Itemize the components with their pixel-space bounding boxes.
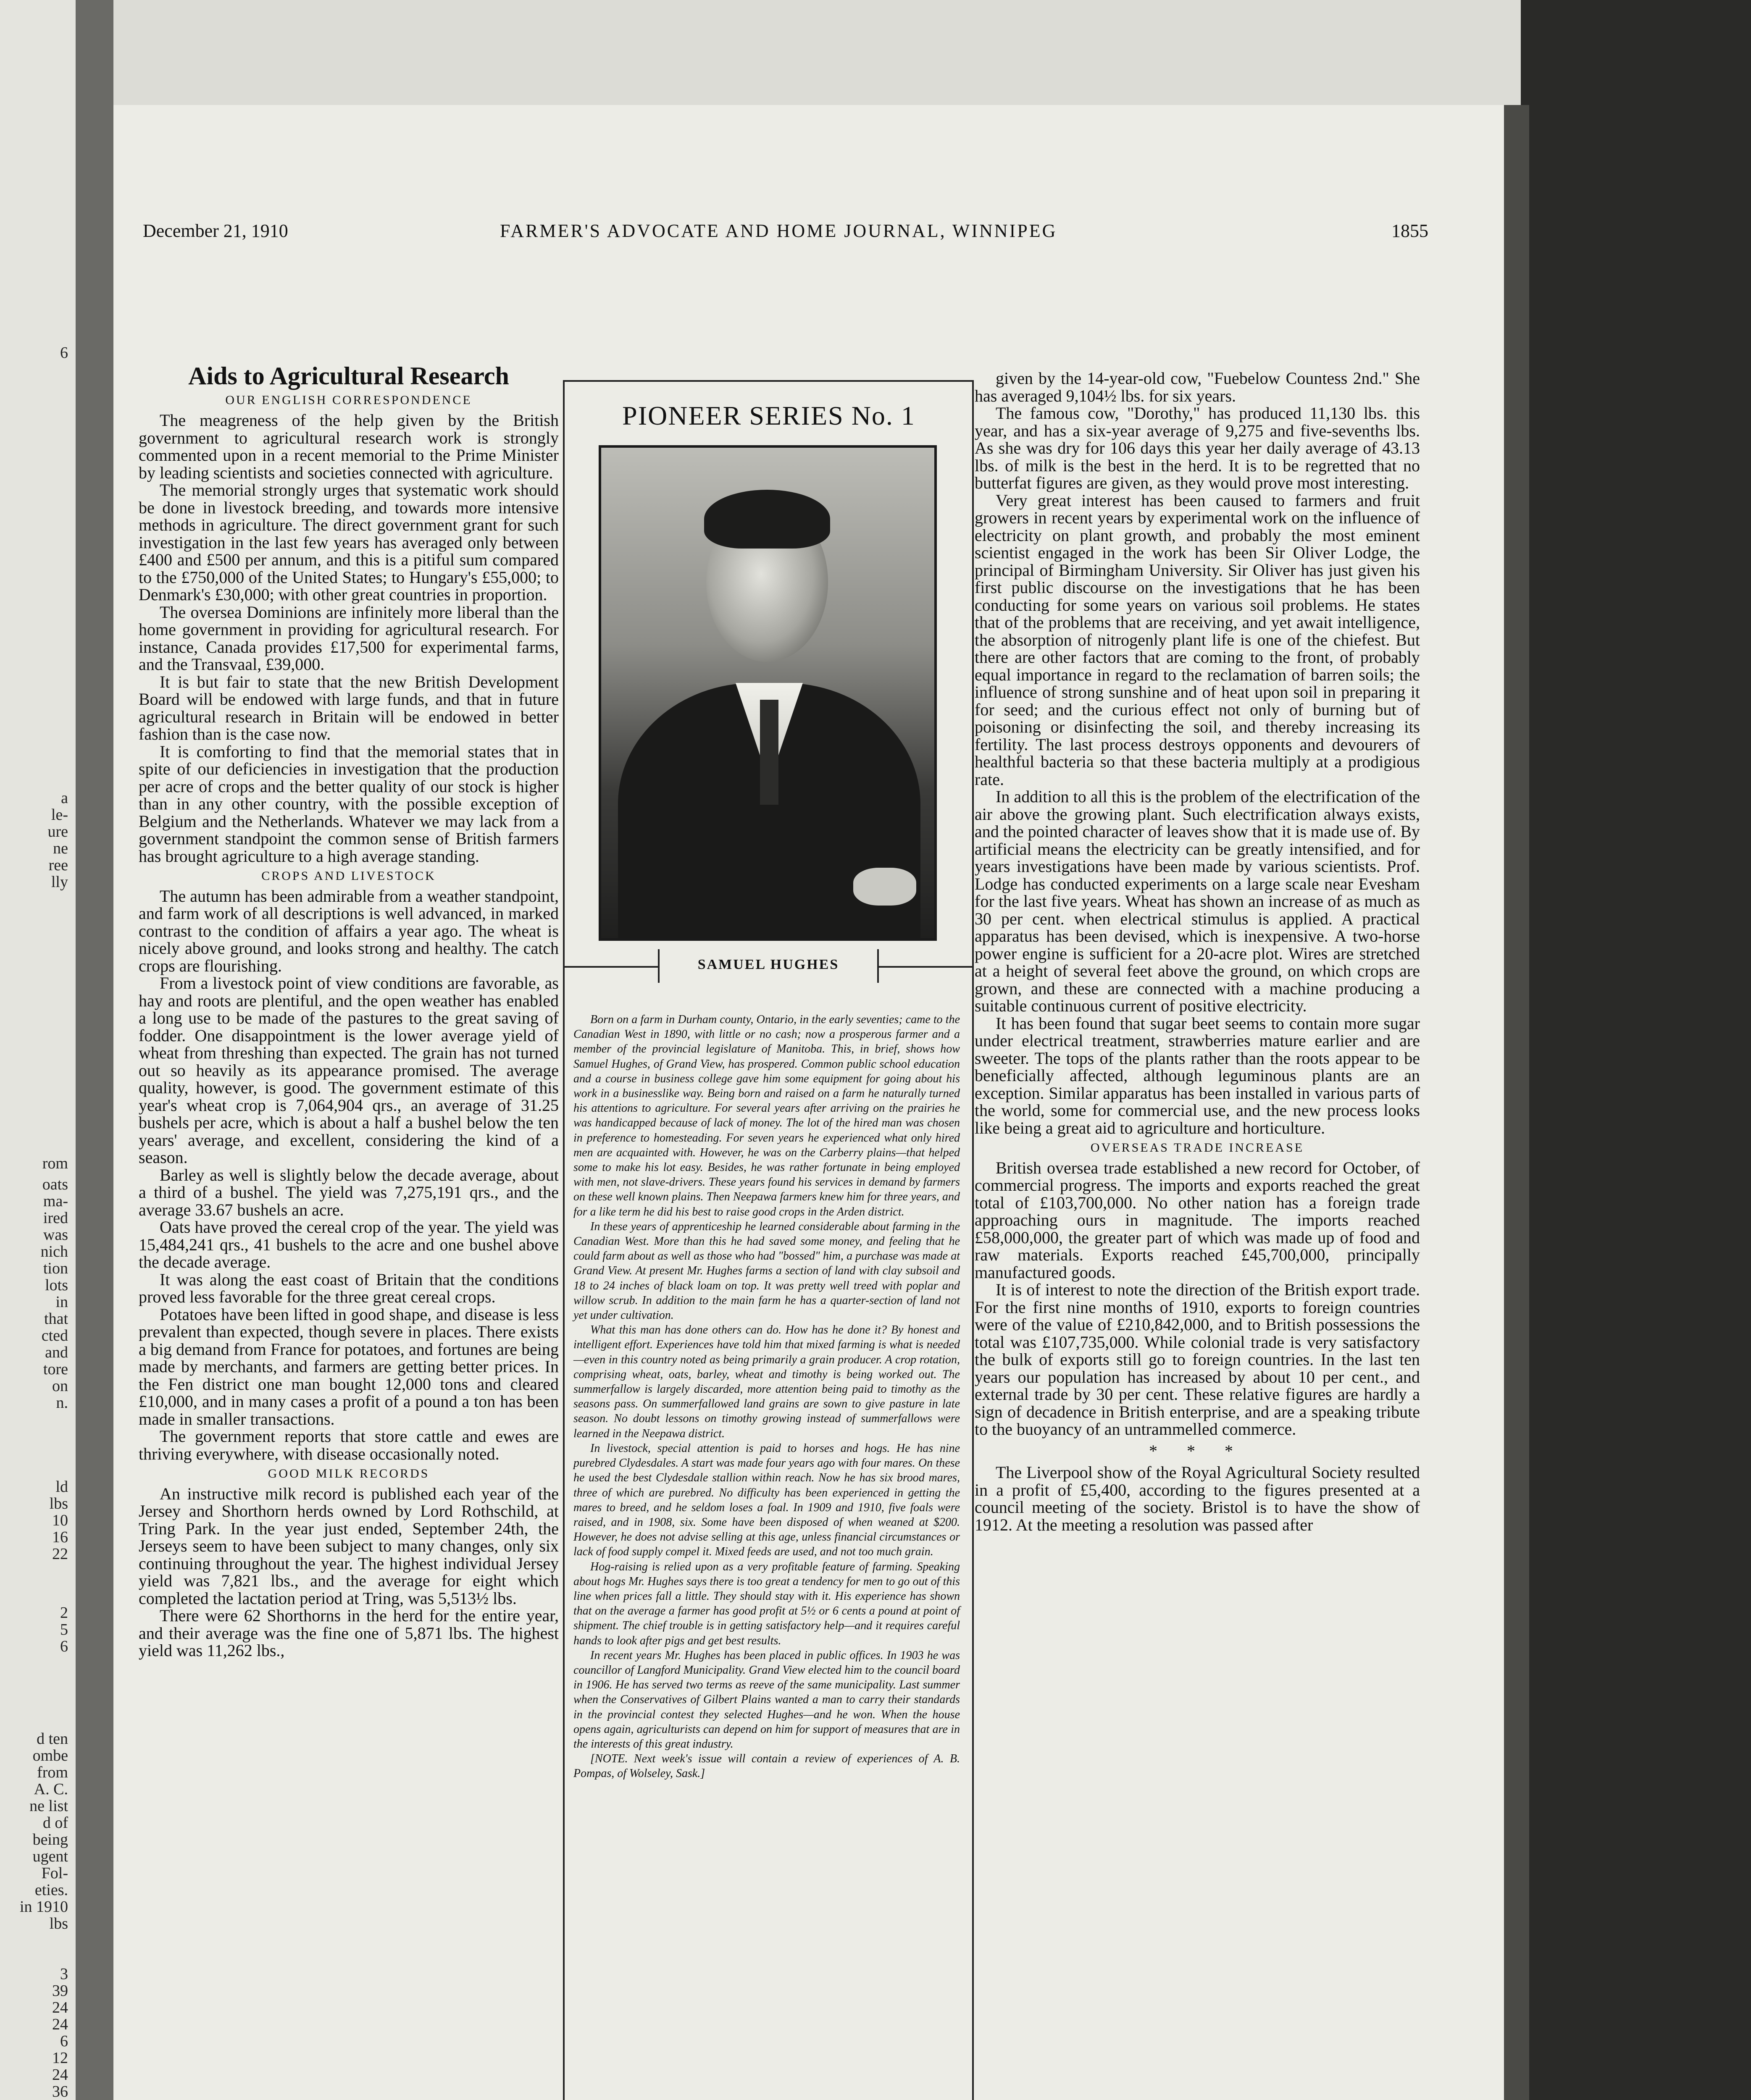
article-column-1 [139,412,559,1659]
scanner-frame-top [0,0,1751,105]
portrait-hair [704,490,830,549]
paragraph: British oversea trade established a new record for October, of commercial progress. The imports and exports reached the great total of £103,700,000. No other nation has a foreign trade approaching ours in magnitude. The imports reached £58,000,000, the greater part of which was made up of food and raw materials. Exports reached £45,700,000, principally manufactured goods. [975,1158,1420,1282]
adjacent-page-fragment: ld [55,1478,68,1496]
bio-paragraph: Hog-raising is relied upon as a very profitable feature of farming. Speaking about hogs Mr. Hughes says there is too great a tendency for men to go out of this line when prices fall a little. They should stay with it. His experience has shown that on the average a farmer has good profit at 5½ or 6 cents a pound at point of shipment. The chief trouble is in getting satisfactory help—and it requires careful hands to look after pigs and get best results. [573,1560,960,1647]
adjacent-page-fragment: 2 [60,1604,68,1622]
adjacent-page-fragment: ure [47,823,68,840]
page-header [143,218,1428,244]
paragraph: An instructive milk record is published each year of the Jersey and Shorthorn herds owned by Lord Rothschild, at Tring Park. In the year just ended, September 24th, the Jerseys seem to have been subject to many changes, only six continuing throughout the year. The highest individual Jersey yield was 7,821 lbs., and the average for eight which completed the lactation period at Tring, was 5,513½ lbs. [139,1484,559,1608]
paragraph: given by the 14-year-old cow, "Fuebelow Countess 2nd." She has averaged 9,104½ lbs. for six years. [975,369,1420,405]
adjacent-page-fragment: 6 [60,1638,68,1655]
adjacent-page-fragment: d of [42,1814,68,1832]
adjacent-page-fragment: 12 [52,2049,68,2067]
caption-tick-right [877,949,879,983]
paragraph: The government reports that store cattle and ewes are thriving everywhere, with disease occasionally noted. [139,1427,559,1463]
column3-part-b [975,1159,1420,1438]
paragraph: The Liverpool show of the Royal Agricultural Society resulted in a profit of £5,400, according to the figures presented at a council meeting of the society. Bristol is to have the show of 1912. At the meeting a resolution was passed after [975,1463,1420,1534]
section-separator: * * * [1149,1441,1246,1460]
paragraph: It is but fair to state that the new British Development Board will be endowed with large funds, and that in future agricultural research in Britain will be endowed in better fashion than is the case now. [139,672,559,743]
adjacent-page-fragment: 6 [60,344,68,362]
paragraph: The famous cow, "Dorothy," has produced 11,130 lbs. this year, and has a six-year average of 9,275 and five-sevenths lbs. As she was dry for 106 days this year her daily average of 43.13 lbs. of milk is the best in the herd. It is to be regretted that no butterfat figures are given, as they would prove most interesting. [975,404,1420,492]
adjacent-page-fragment: 24 [52,2066,68,2084]
portrait-caption: SAMUEL HUGHES [697,957,839,972]
paragraph: Barley as well is slightly below the decade average, about a third of a bushel. The yield was 7,275,191 qrs., and the average 33.67 bushels an acre. [139,1165,559,1219]
column3-part-c [975,1464,1420,1533]
scanner-frame-right [1521,0,1751,2100]
paragraph: It is comforting to find that the memorial states that in spite of our deficiencies in investigation that the production per acre of crops and the better quality of our stock is higher than in any other country, with the possible exception of Belgium and the Netherlands. Whatever we may lack from a government standpoint the common sense of British farmers has brought agriculture to a high average standing. [139,742,559,866]
paragraph: Potatoes have been lifted in good shape, and disease is less prevalent than expected, though severe in places. There exists a big demand from France for potatoes, and fortunes are being made by merchants, and farmers are getting better prices. In the Fen district one man bought 12,000 tons and cleared £10,000, and in many cases a profit of a pound a ton has been made in smaller transactions. [139,1305,559,1428]
adjacent-page-fragment: A. C. [34,1780,68,1798]
paragraph: From a livestock point of view conditions are favorable, as hay and roots are plentiful, and the open weather has enabled a long use to be made of the pastures to the great saving of fodder. One disappointment is the lower average yield of wheat from threshing than expected. The grain has not turned out so heavily as its appearance promised. The average quality, however, is good. The government estimate of this year's wheat crop is 7,064,904 qrs., an average of 31.25 bushels per acre, which is about a half a bushel below the ten years' average, and excellent, considering the kind of a season. [139,974,559,1167]
adjacent-page-fragment: eties. [34,1881,68,1899]
paragraph: There were 62 Shorthorns in the herd for the entire year, and their average was the fine one of 5,871 lbs. The highest yield was 11,262 lbs., [139,1606,559,1660]
portrait-tie [760,700,778,805]
adjacent-page-fragment: a [61,789,68,807]
adjacent-page-fragment: le- [51,806,68,824]
adjacent-page-fragment: rom [42,1155,68,1172]
page-edge-shadow [1504,105,1529,2100]
bio-paragraph: In livestock, special attention is paid to horses and hogs. He has nine purebred Clydesdales. A start was made four years ago with four mares. On these he used the best Clydesdale stallion within reach. Now he has six brood mares, three of which are purebred. No difficulty has been experienced in getting the mares to breed, and he seldom loses a foal. In 1909 and 1910, five foals were raised, and in 1908, six. Some have been disposed of when weaned at $200. However, he does not advise selling at this age, unless financial circumstances or lack of food supply compel it. Mixed feeds are used, and not too much grain. [573,1441,960,1559]
adjacent-page-fragment: ugent [32,1848,68,1865]
adjacent-page-fragment: 10 [52,1512,68,1529]
adjacent-page-fragment: 24 [52,2016,68,2033]
journal-title: FARMER'S ADVOCATE AND HOME JOURNAL, WINNIPEG [500,220,1057,241]
adjacent-page-fragment: ma- [43,1192,68,1210]
caption-rule-right [877,966,974,968]
box-top-rule [563,380,974,382]
adjacent-page-fragment: 3 [60,1965,68,1983]
adjacent-page-fragment: ree [48,856,68,874]
section-crops [139,887,559,1463]
paragraph: It has been found that sugar beet seems to contain more sugar under electrical treatment, strawberries mature earlier and are sweeter. The tops of the plants rather than the roots appear to be beneficially affected, although leguminous plants are an exception. Similar apparatus has been installed in various parts of the world, some for commercial use, and the new process looks like being a great aid to agriculture and horticulture. [975,1013,1420,1137]
paragraph: It was along the east coast of Britain that the conditions proved less favorable for the three great cereal crops. [139,1270,559,1306]
adjacent-page-fragment: on [52,1377,68,1395]
adjacent-page-fragment: n. [56,1394,68,1412]
section-milk [139,1485,559,1659]
caption-frame [563,949,974,1000]
portrait-hand [853,868,916,906]
adjacent-page-fragment: 24 [52,1999,68,2016]
header-date: December 21, 1910 [143,220,288,241]
biography-text [573,1012,960,1781]
article-intro [139,412,559,865]
bio-paragraph: [NOTE. Next week's issue will contain a review of experiences of A. B. Pompas, of Wolseley, Sask.] [573,1752,960,1780]
adjacent-page-fragment: 36 [52,2083,68,2100]
adjacent-page-fragment: cted [41,1327,68,1344]
adjacent-page-fragment: nich [40,1243,68,1260]
page-gutter [76,0,113,2100]
adjacent-page-fragment: ired [43,1209,68,1227]
series-title: PIONEER SERIES No. 1 [622,401,915,430]
article-column-3 [975,370,1420,1533]
caption-rule-left [563,966,660,968]
adjacent-page-strip [0,0,76,2100]
article-title: Aids to Agricultural Research [188,362,509,390]
paragraph: The meagreness of the help given by the British government to agricultural research work is strongly commented upon in a recent memorial to the Prime Minister by leading scientists and societies connected with agriculture. [139,411,559,482]
adjacent-page-fragment: from [37,1764,68,1781]
adjacent-page-fragment: ne list [29,1797,68,1815]
bio-paragraph: In these years of apprenticeship he learned considerable about farming in the Canadian West. More than this he had saved some money, and feeling that he could farm about as well as those who had "bossed" him, a purchase was made at Grand View. At present Mr. Hughes farms a section of land with clay subsoil and 18 to 24 inches of black loam on top. It was pretty well treed with poplar and willow scrub. In addition to the main farm he has a quarter-section of land not yet under cultivation. [573,1220,960,1322]
adjacent-page-fragment: lbs [49,1915,68,1932]
section-heading-crops: CROPS AND LIVESTOCK [261,869,436,883]
adjacent-page-fragment: 39 [52,1982,68,2000]
caption-tick-left [658,949,660,983]
adjacent-page-fragment: 16 [52,1528,68,1546]
paragraph: It is of interest to note the direction of the British export trade. For the first nine months of 1910, exports to foreign countries were of the value of £210,842,000, and to British possessions the total was £107,735,000. While colonial trade is very satisfactory the bulk of exports still go to foreign countries. In the last ten years our population has increased by about 10 per cent., and external trade by 30 per cent. These relative figures are hardly a sign of decadence in British enterprise, and are a speaking tribute to the buoyancy of an untrammelled commerce. [975,1280,1420,1438]
adjacent-page-fragment: lbs [49,1495,68,1512]
adjacent-page-fragment: oats [42,1176,68,1193]
adjacent-page-fragment: d ten [37,1730,68,1748]
portrait-photo [599,445,937,941]
section-heading-milk: GOOD MILK RECORDS [268,1467,430,1480]
column3-part-a [975,370,1420,1137]
adjacent-page-fragment: 22 [52,1545,68,1563]
adjacent-page-fragment: tion [43,1260,68,1277]
adjacent-page-fragment: was [43,1226,68,1244]
adjacent-page-fragment: ne [53,840,68,857]
paragraph: The memorial strongly urges that systematic work should be done in livestock breeding, and towards more intensive methods in agriculture. The direct government grant for such investigation in the last few years has averaged only between £400 and £500 per annum, and this is a pitiful sum compared to the £750,000 of the United States; to Hungary's £55,000; to Denmark's £30,000; with other great countries in proportion. [139,480,559,604]
adjacent-page-fragment: that [44,1310,68,1328]
bio-paragraph: Born on a farm in Durham county, Ontario, in the early seventies; came to the Canadian West in 1890, with little or no cash; now a prosperous farmer and a member of the provincial legislature of Manitoba. This, in brief, shows how Samuel Hughes, of Grand View, has prospered. Common public school education and a course in business college gave him some equipment for going about his work in a businesslike way. Being born and raised on a farm he naturally turned his attentions to agriculture. For several years after arriving on the prairies he was handicapped because of lack of money. The lot of the hired man was chosen in preference to homesteading. For seven years he experienced what only hired men are acquainted with. However, he was on the Carberry plains—that helped some to make his lot easy. Besides, he was rather fortunate in being employed with men, not slave-drivers. These years found his services in demand by farmers on these well known plains. Then Neepawa farmers knew him for three years, and for a like term he did his best to raise good crops in the Arden district. [573,1013,960,1218]
paragraph: The oversea Dominions are infinitely more liberal than the home government in providing for agricultural research. For instance, Canada provides £17,500 for experimental farms, and the Transvaal, £39,000. [139,602,559,674]
bio-paragraph: In recent years Mr. Hughes has been placed in public offices. In 1903 he was councillor of Langford Municipality. Grand View elected him to the council board in 1906. He has served two terms as reeve of the same municipality. Last summer when the Conservatives of Gilbert Plains wanted a man to carry their standards in the provincial contest they selected Hughes—and he won. When the house opens again, agriculturists can depend on him for support of measures that are in the interests of this great industry. [573,1648,960,1751]
paragraph: Oats have proved the cereal crop of the year. The yield was 15,484,241 qrs., 41 bushels to the acre and one bushel above the decade average. [139,1218,559,1271]
adjacent-page-fragment: 5 [60,1621,68,1638]
adjacent-page-fragment: being [32,1831,68,1848]
section-heading-trade: OVERSEAS TRADE INCREASE [1090,1141,1304,1155]
page-number: 1855 [1391,220,1428,241]
paragraph: Very great interest has been caused to farmers and fruit growers in recent years by experimental work on the influence of electricity on plant growth, and probably the most eminent scientist engaged in the work has been Sir Oliver Lodge, the principal of Birmingham University. Sir Oliver has just given his first public discourse on the investigations that he has been conducting for some years on various soil problems. He states that of the problems that are receiving, and yet await intelligence, the absorption of nitrogenly plant life is one of the chiefest. But there are other factors that are coming to the front, of probably equal importance in regard to the reclamation of barren soils; the influence of strong sunshine and of heat upon soil in preparing it for seed; and the curious effect not only of burning but of poisoning or disinfecting the soil, and thereby increasing its fertility. The last process destroys opponents and devourers of healthful bacteria so that these bacteria multiply at a prodigious rate. [975,491,1420,789]
article-byline: OUR ENGLISH CORRESPONDENCE [225,393,472,407]
adjacent-page-fragment: lly [51,873,68,891]
bio-paragraph: What this man has done others can do. How has he done it? By honest and intelligent effort. Experiences have told him that mixed farming is what is needed—even in this country noted as being primarily a grain producer. A crop rotation, comprising wheat, oats, barley, wheat and timothy is being worked out. The summerfallow is largely discarded, more attention being paid to timothy as the seasons pass. On summerfallowed land grains are sown to give pasture in late season. No doubt lessons on timothy growing instead of summerfallows were learned in the Neepawa district. [573,1323,960,1440]
adjacent-page-fragment: lots [45,1276,68,1294]
adjacent-page-fragment: in [55,1293,68,1311]
adjacent-page-fragment: Fol- [41,1864,68,1882]
adjacent-page-fragment: and [45,1344,68,1361]
adjacent-page-fragment: tore [43,1360,68,1378]
adjacent-page-fragment: in 1910 [19,1898,68,1916]
paragraph: In addition to all this is the problem of the electrification of the air above the growing plant. Such electrification always exists, and the pointed character of leaves show that it is made use of. By artificial means the electricity can be greatly intensified, and for years investigations have been made by various scientists. Prof. Lodge has conducted experiments on a large scale near Evesham for the last five years. Wheat has shown an increase of as much as 30 per cent. when electrical stimulus is applied. A practical apparatus has been devised, which is inexpensive. A two-horse power engine is sufficient for a 20-acre plot. Wires are stretched at a height of several feet above the ground, on which crops are grown, and these are connected with a machine producing a suitable continuous current of positive electricity. [975,787,1420,1015]
adjacent-page-fragment: ombe [32,1747,68,1764]
adjacent-page-fragment: 6 [60,2032,68,2050]
paragraph: The autumn has been admirable from a weather standpoint, and farm work of all descriptions is well advanced, in marked contrast to the condition of affairs a year ago. The wheat is nicely above ground, and looks strong and healthy. The catch crops are flourishing. [139,886,559,975]
